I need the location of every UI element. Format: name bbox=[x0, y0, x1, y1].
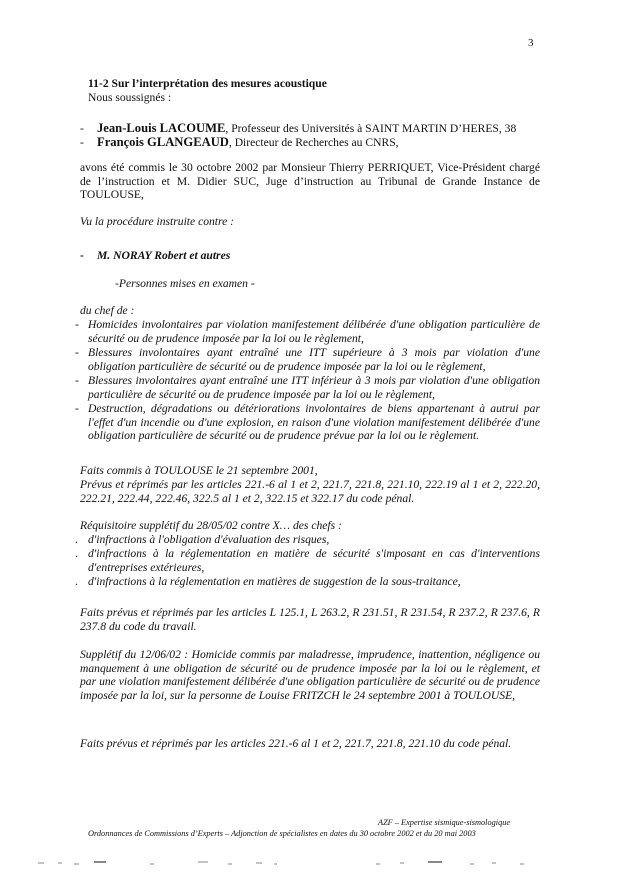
requisitoire-item bbox=[75, 533, 540, 547]
signatory-name: François GLANGEAUD bbox=[97, 135, 229, 149]
scan-artifact-marks bbox=[0, 856, 620, 872]
requisitoire-text: d'infractions à la réglementation en matières de suggestion de la sous-traitance, bbox=[88, 575, 461, 588]
accused-status: -Personnes mises en examen - bbox=[115, 277, 255, 290]
requisitoire-item bbox=[75, 575, 540, 589]
charge-text: Blessures involontaires ayant entraîné une ITT inférieur à 3 mois par violation d'une obligation particulière de sécurité ou de prudence imposée par la loi ou le règlement, bbox=[88, 374, 540, 401]
list-bullet: - bbox=[80, 249, 84, 262]
charge-text: Homicides involontaires par violation manifestement délibérée d'une obligation particulière de sécurité ou de prudence imposée par la loi ou le règlement, bbox=[88, 318, 540, 345]
commission-paragraph: avons été commis le 30 octobre 2002 par Monsieur Thierry PERRIQUET, Vice-Président chargé de l’instruction et M. Didier SUC, Juge d’instruction au Tribunal de Grande Instance de TOULOUSE, bbox=[80, 161, 540, 202]
list-bullet: . bbox=[75, 547, 78, 560]
charge-item bbox=[75, 346, 540, 373]
undersigned-intro: Nous soussignés : bbox=[88, 91, 172, 104]
footer-title: AZF – Expertise sismique-sismologique bbox=[378, 818, 511, 827]
facts-articles: Prévus et réprimés par les articles 221.-6 al 1 et 2, 221.7, 221.8, 221.10, 222.19 al 1 et 2, 222.20, 222.21, 222.44, 222.46, 322.5 al 1 et 2, 322.15 et 322.17 du code pénal. bbox=[80, 478, 540, 505]
page-number: 3 bbox=[528, 37, 534, 49]
penal-code-paragraph: Faits prévus et réprimés par les articles 221.-6 al 1 et 2, 221.7, 221.8, 221.10 du code pénal. bbox=[80, 737, 512, 750]
charge-text: Destruction, dégradations ou détériorations involontaires de biens appartenant à autrui par l'effet d'un incendie ou d'une explosion, en raison d'une violation manifestement délibérée d'une obligation particulière de sécurité ou de prudence prévue par la loi ou le règlement. bbox=[88, 402, 540, 443]
section-title: 11-2 Sur l’interprétation des mesures acoustique bbox=[88, 77, 327, 90]
list-bullet: - bbox=[75, 346, 79, 359]
requisitoire-intro: Réquisitoire supplétif du 28/05/02 contre X… des chefs : bbox=[80, 519, 342, 532]
signatory-detail: , Directeur de Recherches au CNRS, bbox=[228, 136, 399, 149]
accused-name: M. NORAY Robert et autres bbox=[97, 249, 231, 262]
supplement-paragraph: Supplétif du 12/06/02 : Homicide commis par maladresse, imprudence, inattention, négligence ou manquement à une obligation de sécurité ou de prudence imposée par la loi ou le règlement, et par une violation manifestement délibérée d'une obligation particulière de sécurité ou de prudence imposée par la loi, sur la personne de Louise FRITZCH le 24 septembre 2001 à TOULOUSE, bbox=[80, 648, 540, 703]
labour-code-paragraph: Faits prévus et réprimés par les articles L 125.1, L 263.2, R 231.51, R 231.54, R 237.2, R 237.6, R 237.8 du code du travail. bbox=[80, 606, 540, 633]
list-bullet: - bbox=[75, 374, 79, 387]
list-bullet: - bbox=[75, 402, 79, 415]
requisitoire-text: d'infractions à l'obligation d'évaluation des risques, bbox=[88, 533, 330, 546]
procedure-intro: Vu la procédure instruite contre : bbox=[80, 215, 235, 228]
signatory-detail: , Professeur des Universités à SAINT MARTIN D’HERES, 38 bbox=[225, 122, 517, 135]
signatory-name: Jean-Louis LACOUME bbox=[97, 121, 226, 135]
requisitoire-item bbox=[75, 547, 540, 574]
list-bullet: - bbox=[80, 122, 84, 135]
charge-item bbox=[75, 402, 540, 443]
footer-reference: Ordonnances de Commissions d’Experts – Adjonction de spécialistes en dates du 30 octobre 2002 et du 20 mai 2003 bbox=[88, 829, 476, 838]
list-bullet: - bbox=[80, 136, 84, 149]
charge-text: Blessures involontaires ayant entraîné une ITT supérieure à 3 mois par violation d'une obligation particulière de sécurité ou de prudence imposée par la loi ou le règlement, bbox=[88, 346, 540, 373]
charges-intro: du chef de : bbox=[80, 304, 135, 317]
requisitoire-text: d'infractions à la réglementation en matière de sécurité s'imposant en cas d'interventions d'entreprises extérieures, bbox=[88, 547, 540, 574]
list-bullet: - bbox=[75, 318, 79, 331]
facts-date: Faits commis à TOULOUSE le 21 septembre 2001, bbox=[80, 464, 318, 477]
list-bullet: . bbox=[75, 575, 78, 588]
charge-item bbox=[75, 374, 540, 401]
charge-item bbox=[75, 318, 540, 345]
list-bullet: . bbox=[75, 533, 78, 546]
